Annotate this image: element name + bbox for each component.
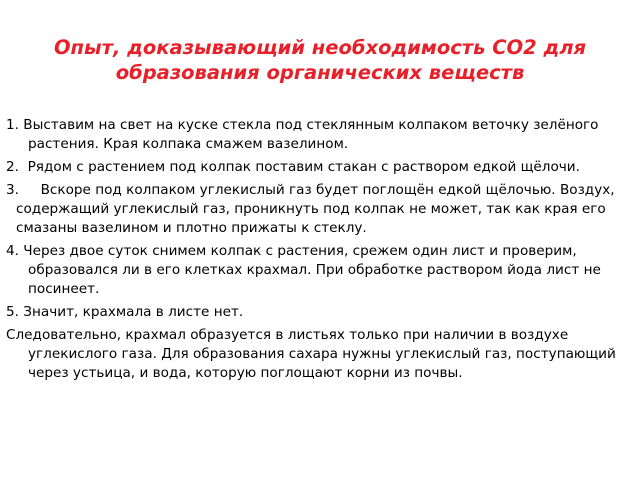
slide-body [6, 116, 626, 387]
paragraph-conclusion [6, 326, 626, 383]
paragraph-step-2 [6, 158, 626, 177]
paragraph-text: 4. Через двое суток снимем колпак с растения, срежем один лист и проверим, образовался ли в его клетках крахмал. При обработке раствором йода лист не посинеет. [6, 243, 606, 297]
paragraph-text: 2. Рядом с растением под колпак поставим стакан с раствором едкой щёлочи. [6, 159, 580, 175]
paragraph-step-1 [6, 116, 626, 154]
paragraph-text: 3. Вскоре под колпаком углекислый газ будет поглощён едкой щёлочью. Воздух, содержащий углекислый газ, проникнуть под колпак не может, так как края его смазаны вазелином и плотно прижаты к стеклу. [6, 182, 619, 236]
paragraph-text: Следовательно, крахмал образуется в листьях только при наличии в воздухе углекислого газа. Для образования сахара нужны углекислый газ, поступающий через устьица, и вода, которую поглощают корни из почвы. [6, 327, 621, 381]
paragraph-step-4 [6, 242, 626, 299]
slide-title: Опыт, доказывающий необходимость СО2 для образования органических веществ [53, 36, 587, 84]
paragraph-text: 1. Выставим на свет на куске стекла под стеклянным колпаком веточку зелёного растения. Края колпака смажем вазелином. [6, 117, 603, 152]
paragraph-text: 5. Значит, крахмала в листе нет. [6, 304, 244, 320]
paragraph-step-3 [6, 181, 626, 238]
paragraph-step-5 [6, 303, 626, 322]
